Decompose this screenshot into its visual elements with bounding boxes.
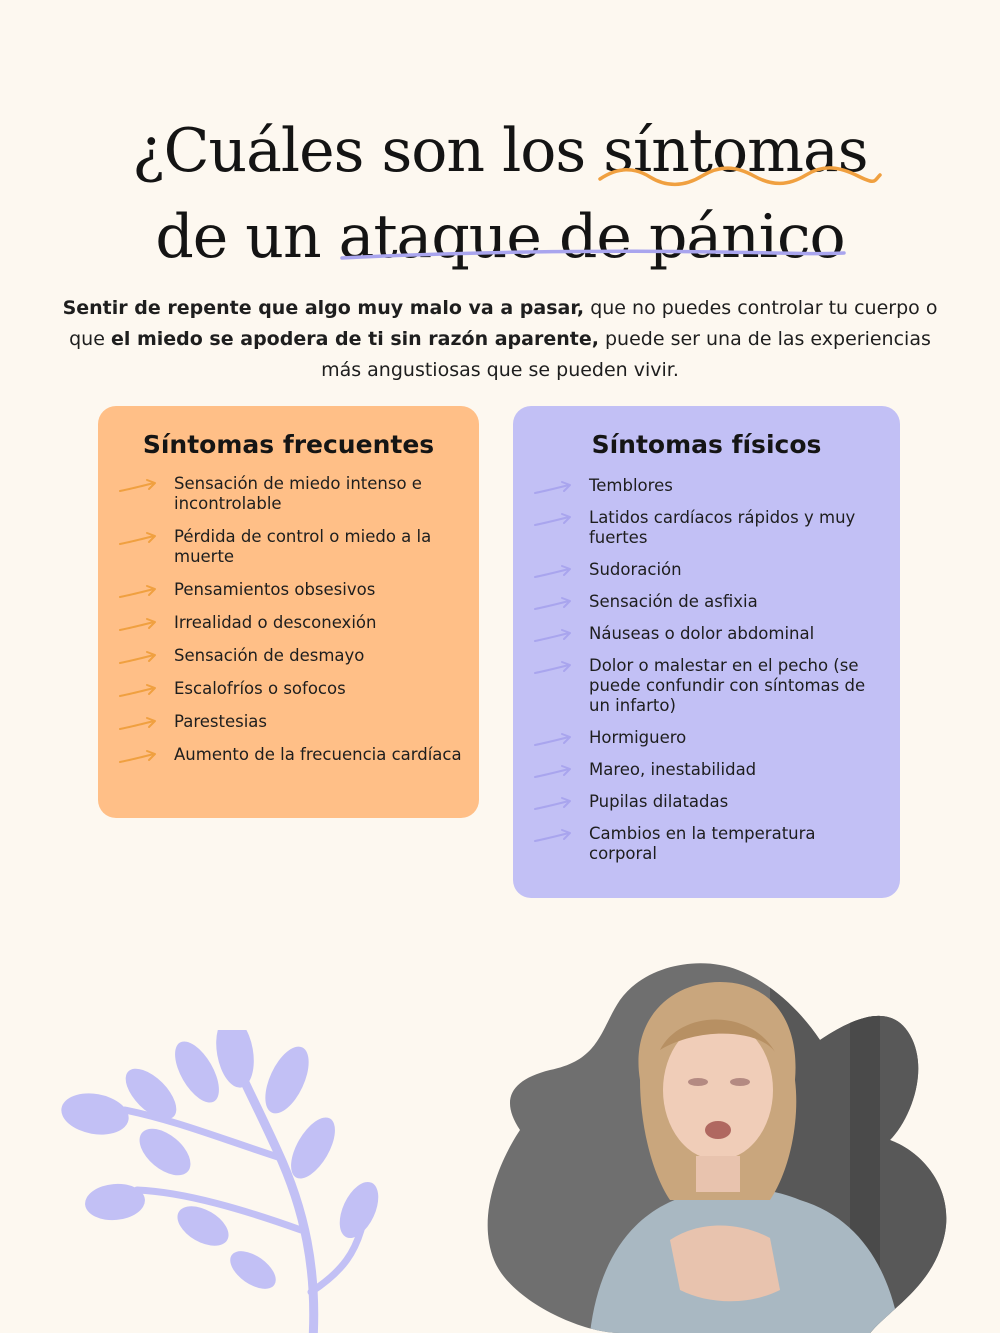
arrow-icon — [533, 732, 573, 750]
symptom-text: Mareo, inestabilidad — [589, 760, 757, 779]
symptom-text: Sensación de desmayo — [174, 646, 365, 665]
symptom-text: Escalofríos o sofocos — [174, 679, 346, 698]
frequent-symptom-item — [118, 679, 468, 699]
symptom-text: Hormiguero — [589, 728, 687, 747]
frequent-symptoms-heading: Síntomas frecuentes — [142, 430, 435, 459]
arrow-icon — [118, 749, 158, 767]
symptom-text: Cambios en la temperatura corporal — [589, 824, 816, 863]
intro-text-1: que no puedes controlar tu cuerpo o que — [69, 297, 938, 350]
arrow-icon — [533, 796, 573, 814]
physical-symptom-item — [533, 760, 883, 780]
title-line-2-text: de un — [155, 202, 339, 272]
frequent-symptom-item — [118, 646, 468, 666]
arrow-icon — [118, 531, 158, 549]
frequent-symptom-item — [118, 712, 468, 732]
arrow-icon — [533, 828, 573, 846]
frequent-symptoms-list — [118, 474, 468, 778]
symptom-text: Sensación de asfixia — [589, 592, 758, 611]
leaf-branch-icon — [55, 1030, 395, 1333]
arrow-icon — [533, 564, 573, 582]
physical-symptom-item — [533, 508, 883, 548]
title-line-1-text: ¿Cuáles son los — [132, 116, 604, 186]
physical-symptom-item — [533, 592, 883, 612]
symptom-text: Temblores — [589, 476, 673, 495]
title-line-2 — [0, 194, 1000, 280]
physical-symptom-item — [533, 792, 883, 812]
symptom-text: Pérdida de control o miedo a la muerte — [174, 527, 432, 566]
symptom-text: Sensación de miedo intenso e incontrolable — [174, 474, 422, 513]
arrow-icon — [118, 617, 158, 635]
intro-paragraph — [60, 293, 940, 386]
arrow-icon — [118, 716, 158, 734]
arrow-icon — [533, 512, 573, 530]
frequent-symptom-item — [118, 527, 468, 567]
symptom-text: Dolor o malestar en el pecho (se puede confundir con síntomas de un infarto) — [589, 656, 866, 715]
physical-symptoms-list — [533, 476, 883, 876]
arrow-icon — [533, 596, 573, 614]
intro-bold-2: el miedo se apodera de ti sin razón aparente, — [110, 328, 599, 350]
arrow-icon — [118, 683, 158, 701]
frequent-symptom-item — [118, 580, 468, 600]
arrow-icon — [533, 480, 573, 498]
arrow-icon — [533, 628, 573, 646]
symptom-text: Latidos cardíacos rápidos y muy fuertes — [589, 508, 856, 547]
arrow-icon — [533, 764, 573, 782]
intro-bold-1: Sentir de repente que algo muy malo va a pasar, — [62, 297, 585, 319]
physical-symptoms-heading: Síntomas físicos — [591, 430, 822, 459]
physical-symptom-item — [533, 728, 883, 748]
physical-symptom-item — [533, 476, 883, 496]
arrow-icon — [118, 584, 158, 602]
symptom-text: Pupilas dilatadas — [589, 792, 729, 811]
symptom-text: Aumento de la frecuencia cardíaca — [174, 745, 462, 764]
frequent-symptoms-card — [98, 406, 479, 818]
symptom-text: Irrealidad o desconexión — [174, 613, 377, 632]
lavender-underline — [338, 244, 848, 264]
physical-symptom-item — [533, 624, 883, 644]
symptom-text: Pensamientos obsesivos — [174, 580, 376, 599]
squiggle-underline — [598, 163, 882, 189]
frequent-symptom-item — [118, 474, 468, 514]
physical-symptom-item — [533, 656, 883, 716]
physical-symptom-item — [533, 560, 883, 580]
frequent-symptom-item — [118, 613, 468, 633]
symptom-text: Parestesias — [174, 712, 267, 731]
frequent-symptom-item — [118, 745, 468, 765]
arrow-icon — [533, 660, 573, 678]
physical-symptoms-card — [513, 406, 900, 898]
symptom-text: Sudoración — [589, 560, 682, 579]
title-highlight-symptoms: síntomas — [603, 116, 868, 186]
title-highlight-panic-attack: ataque de pánico — [338, 202, 845, 272]
physical-symptom-item — [533, 824, 883, 864]
arrow-icon — [118, 650, 158, 668]
intro-text-2: puede ser una de las experiencias más angustiosas que se pueden vivir. — [321, 328, 931, 381]
woman-photo — [470, 960, 990, 1333]
symptom-text: Náuseas o dolor abdominal — [589, 624, 815, 643]
arrow-icon — [118, 478, 158, 496]
